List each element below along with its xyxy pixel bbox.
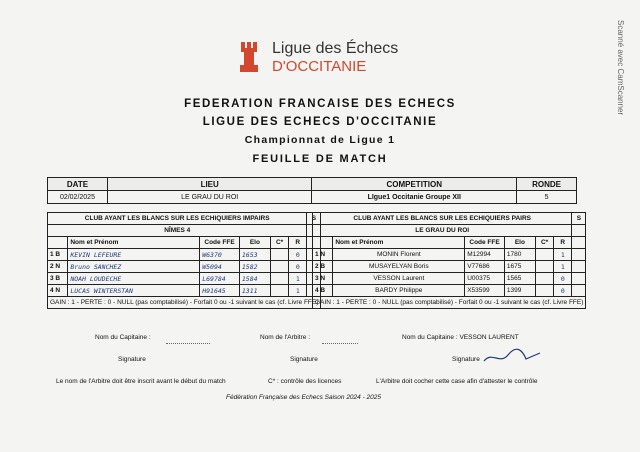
- right-col-r: R: [554, 237, 572, 249]
- right-team-title: CLUB AYANT LES BLANCS SUR LES ECHIQUIERS PAIRS: [313, 213, 572, 225]
- date-label: DATE: [48, 178, 108, 191]
- left-col-elo: Elo: [239, 237, 270, 249]
- player-name: BARDY Philippe: [333, 285, 465, 297]
- player-code: W6370: [200, 249, 240, 261]
- left-col-code: Code FFE: [200, 237, 240, 249]
- signature-right: Signature: [452, 356, 480, 363]
- license-check: [270, 261, 288, 273]
- ronde-value: 5: [517, 191, 577, 204]
- board-number: 2 B: [313, 261, 333, 273]
- right-col-code: Code FFE: [465, 237, 505, 249]
- arbitre-label: Nom de l'Arbitre :: [260, 334, 311, 341]
- player-elo: 1582: [239, 261, 270, 273]
- player-elo: 1311: [239, 285, 270, 297]
- left-team-table: [47, 212, 321, 309]
- league-logo: [232, 38, 412, 78]
- player-code: X53599: [465, 285, 505, 297]
- player-name: KEVIN LEFEURE: [68, 249, 200, 261]
- left-team-title: CLUB AYANT LES BLANCS SUR LES ECHIQUIERS IMPAIRS: [48, 213, 307, 225]
- left-col-name: Nom et Prénom: [68, 237, 200, 249]
- logo-line2: D'OCCITANIE: [272, 58, 367, 75]
- board-number: 4 B: [313, 285, 333, 297]
- note-licences: C* : contrôle des licences: [268, 378, 342, 385]
- left-club-name: NÎMES 4: [48, 225, 307, 237]
- player-code: U00375: [465, 273, 505, 285]
- board-number: 2 N: [48, 261, 68, 273]
- board-number: 1 B: [48, 249, 68, 261]
- header-feuille: FEUILLE DE MATCH: [252, 153, 388, 165]
- license-check: [270, 249, 288, 261]
- table-row: [313, 261, 586, 273]
- table-row: [313, 273, 586, 285]
- player-elo: 1653: [239, 249, 270, 261]
- result: 0: [289, 249, 307, 261]
- chess-rook-logo-icon: [238, 40, 260, 74]
- table-row: [313, 249, 586, 261]
- result: 1: [554, 249, 572, 261]
- license-check: [535, 285, 553, 297]
- left-gain-note: GAIN : 1 - PERTE : 0 - NULL (pas comptabilisé) - Forfait 0 ou -1 suivant le cas (cf. Livre FFE): [48, 297, 321, 309]
- board-number: 3 N: [313, 273, 333, 285]
- player-name: MONIN Florent: [333, 249, 465, 261]
- scanner-watermark: Scanné avec CamScanner: [616, 20, 625, 116]
- right-club-name: LE GRAU DU ROI: [313, 225, 572, 237]
- license-check: [535, 249, 553, 261]
- player-name: VESSON Laurent: [333, 273, 465, 285]
- player-elo: 1399: [504, 285, 535, 297]
- right-team-s: S: [572, 213, 586, 225]
- player-name: MUSAYELYAN Boris: [333, 261, 465, 273]
- captain-left-label: Nom du Capitaine :: [95, 334, 151, 341]
- logo-line1: Ligue des Échecs: [272, 40, 399, 57]
- captain-right-label: Nom du Capitaine : VESSON LAURENT: [402, 334, 519, 341]
- player-elo: 1675: [504, 261, 535, 273]
- left-col-c: C*: [270, 237, 288, 249]
- board-number: 1 N: [313, 249, 333, 261]
- right-team-table: [312, 212, 586, 309]
- right-gain-note: GAIN : 1 - PERTE : 0 - NULL (pas comptabilisé) - Forfait 0 ou -1 suivant le cas (cf. Livre FFE): [313, 297, 586, 309]
- player-code: H91645: [200, 285, 240, 297]
- result: 1: [289, 285, 307, 297]
- right-col-c: C*: [535, 237, 553, 249]
- ronde-label: RONDE: [517, 178, 577, 191]
- match-info-table: [47, 177, 577, 204]
- result: 1: [554, 261, 572, 273]
- player-code: M12994: [465, 249, 505, 261]
- season-line: Fédération Française des Echecs Saison 2024 - 2025: [226, 394, 382, 401]
- signature-left: Signature: [118, 356, 146, 363]
- table-row: [313, 285, 586, 297]
- competition-value: LIgue1 Occitanie Groupe XII: [312, 191, 517, 204]
- left-col-r: R: [289, 237, 307, 249]
- right-col-name: Nom et Prénom: [333, 237, 465, 249]
- arbitre-line: [322, 342, 358, 344]
- player-code: W5094: [200, 261, 240, 273]
- player-name: LUCAS WINTERSTAN: [68, 285, 200, 297]
- player-elo: 1584: [239, 273, 270, 285]
- header-ligue: LIGUE DES ECHECS D'OCCITANIE: [202, 116, 438, 128]
- license-check: [535, 273, 553, 285]
- result: 1: [289, 273, 307, 285]
- handwritten-signature: [482, 347, 542, 367]
- date-value: 02/02/2025: [48, 191, 108, 204]
- result: 0: [289, 261, 307, 273]
- captain-left-line: [166, 342, 210, 344]
- player-name: Bruno SANCHEZ: [68, 261, 200, 273]
- table-row: [48, 273, 321, 285]
- header-championnat: Championnat de Ligue 1: [244, 134, 396, 146]
- header-federation: FEDERATION FRANCAISE DES ECHECS: [184, 98, 456, 110]
- competition-label: COMPETITION: [312, 178, 517, 191]
- table-row: [48, 261, 321, 273]
- board-number: 4 N: [48, 285, 68, 297]
- note-check: L'Arbitre doit cocher cette case afin d'attester le contrôle: [376, 378, 538, 385]
- player-elo: 1780: [504, 249, 535, 261]
- board-number: 3 B: [48, 273, 68, 285]
- result: 0: [554, 273, 572, 285]
- license-check: [270, 273, 288, 285]
- player-name: NOAH LOUDECHE: [68, 273, 200, 285]
- right-col-elo: Elo: [504, 237, 535, 249]
- note-arbitre: Le nom de l'Arbitre doit être inscrit avant le début du match: [56, 378, 226, 385]
- license-check: [535, 261, 553, 273]
- table-row: [48, 285, 321, 297]
- table-row: [48, 249, 321, 261]
- player-elo: 1565: [504, 273, 535, 285]
- left-team-s: S: [307, 213, 321, 225]
- license-check: [270, 285, 288, 297]
- lieu-value: LE GRAU DU ROI: [107, 191, 312, 204]
- player-code: L69784: [200, 273, 240, 285]
- player-code: V77686: [465, 261, 505, 273]
- result: 0: [554, 285, 572, 297]
- lieu-label: LIEU: [107, 178, 312, 191]
- signature-arbitre: Signature: [290, 356, 318, 363]
